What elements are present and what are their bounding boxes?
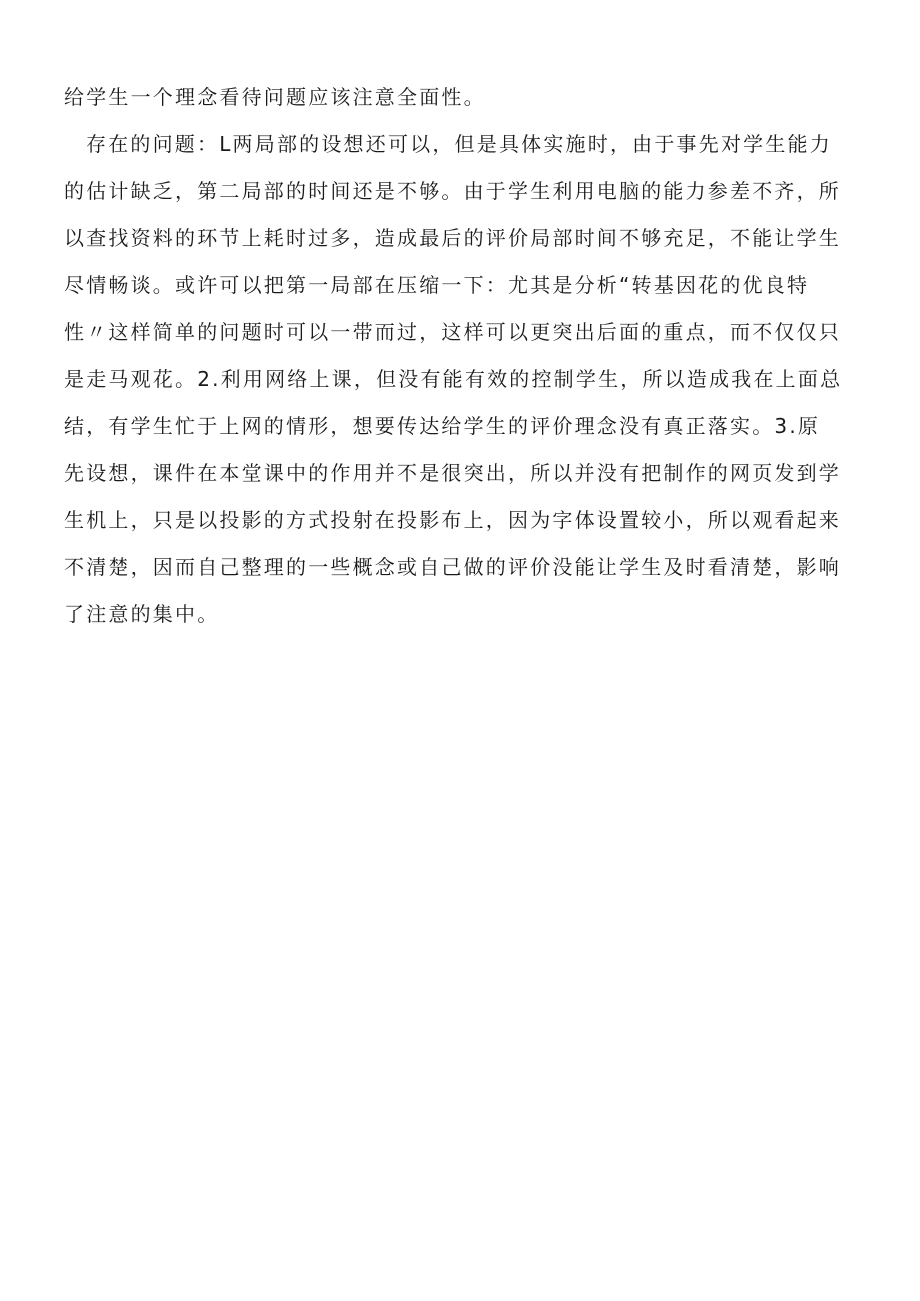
text-line: 先设想，课件在本堂课中的作用并不是很突出，所以并没有把制作的网页发到学 xyxy=(64,461,841,485)
text-line: 存在的问题：L两局部的设想还可以，但是具体实施时，由于事先对学生能力 xyxy=(86,132,832,156)
body-text xyxy=(64,74,862,638)
text-line: 尽情畅谈。或许可以把第一局部在压缩一下：尤其是分析“转基因花的优良特 xyxy=(64,273,810,297)
text-line: 是走马观花。2.利用网络上课，但没有能有效的控制学生，所以造成我在上面总 xyxy=(64,367,843,391)
text-line: 性〃这样简单的问题时可以一带而过，这样可以更突出后面的重点，而不仅仅只 xyxy=(64,320,841,344)
text-line: 给学生一个理念看待问题应该注意全面性。 xyxy=(64,85,486,109)
text-line: 不清楚，因而自己整理的一些概念或自己做的评价没能让学生及时看清楚，影响 xyxy=(64,555,841,579)
text-line: 以查找资料的环节上耗时过多，造成最后的评价局部时间不够充足，不能让学生 xyxy=(64,226,841,250)
text-line: 了注意的集中。 xyxy=(64,602,220,626)
text-line: 结，有学生忙于上网的情形，想要传达给学生的评价理念没有真正落实。3.原 xyxy=(64,414,821,438)
text-line: 生机上，只是以投影的方式投射在投影布上，因为字体设置较小，所以观看起来 xyxy=(64,508,841,532)
text-line: 的估计缺乏，第二局部的时间还是不够。由于学生利用电脑的能力参差不齐，所 xyxy=(64,179,841,203)
